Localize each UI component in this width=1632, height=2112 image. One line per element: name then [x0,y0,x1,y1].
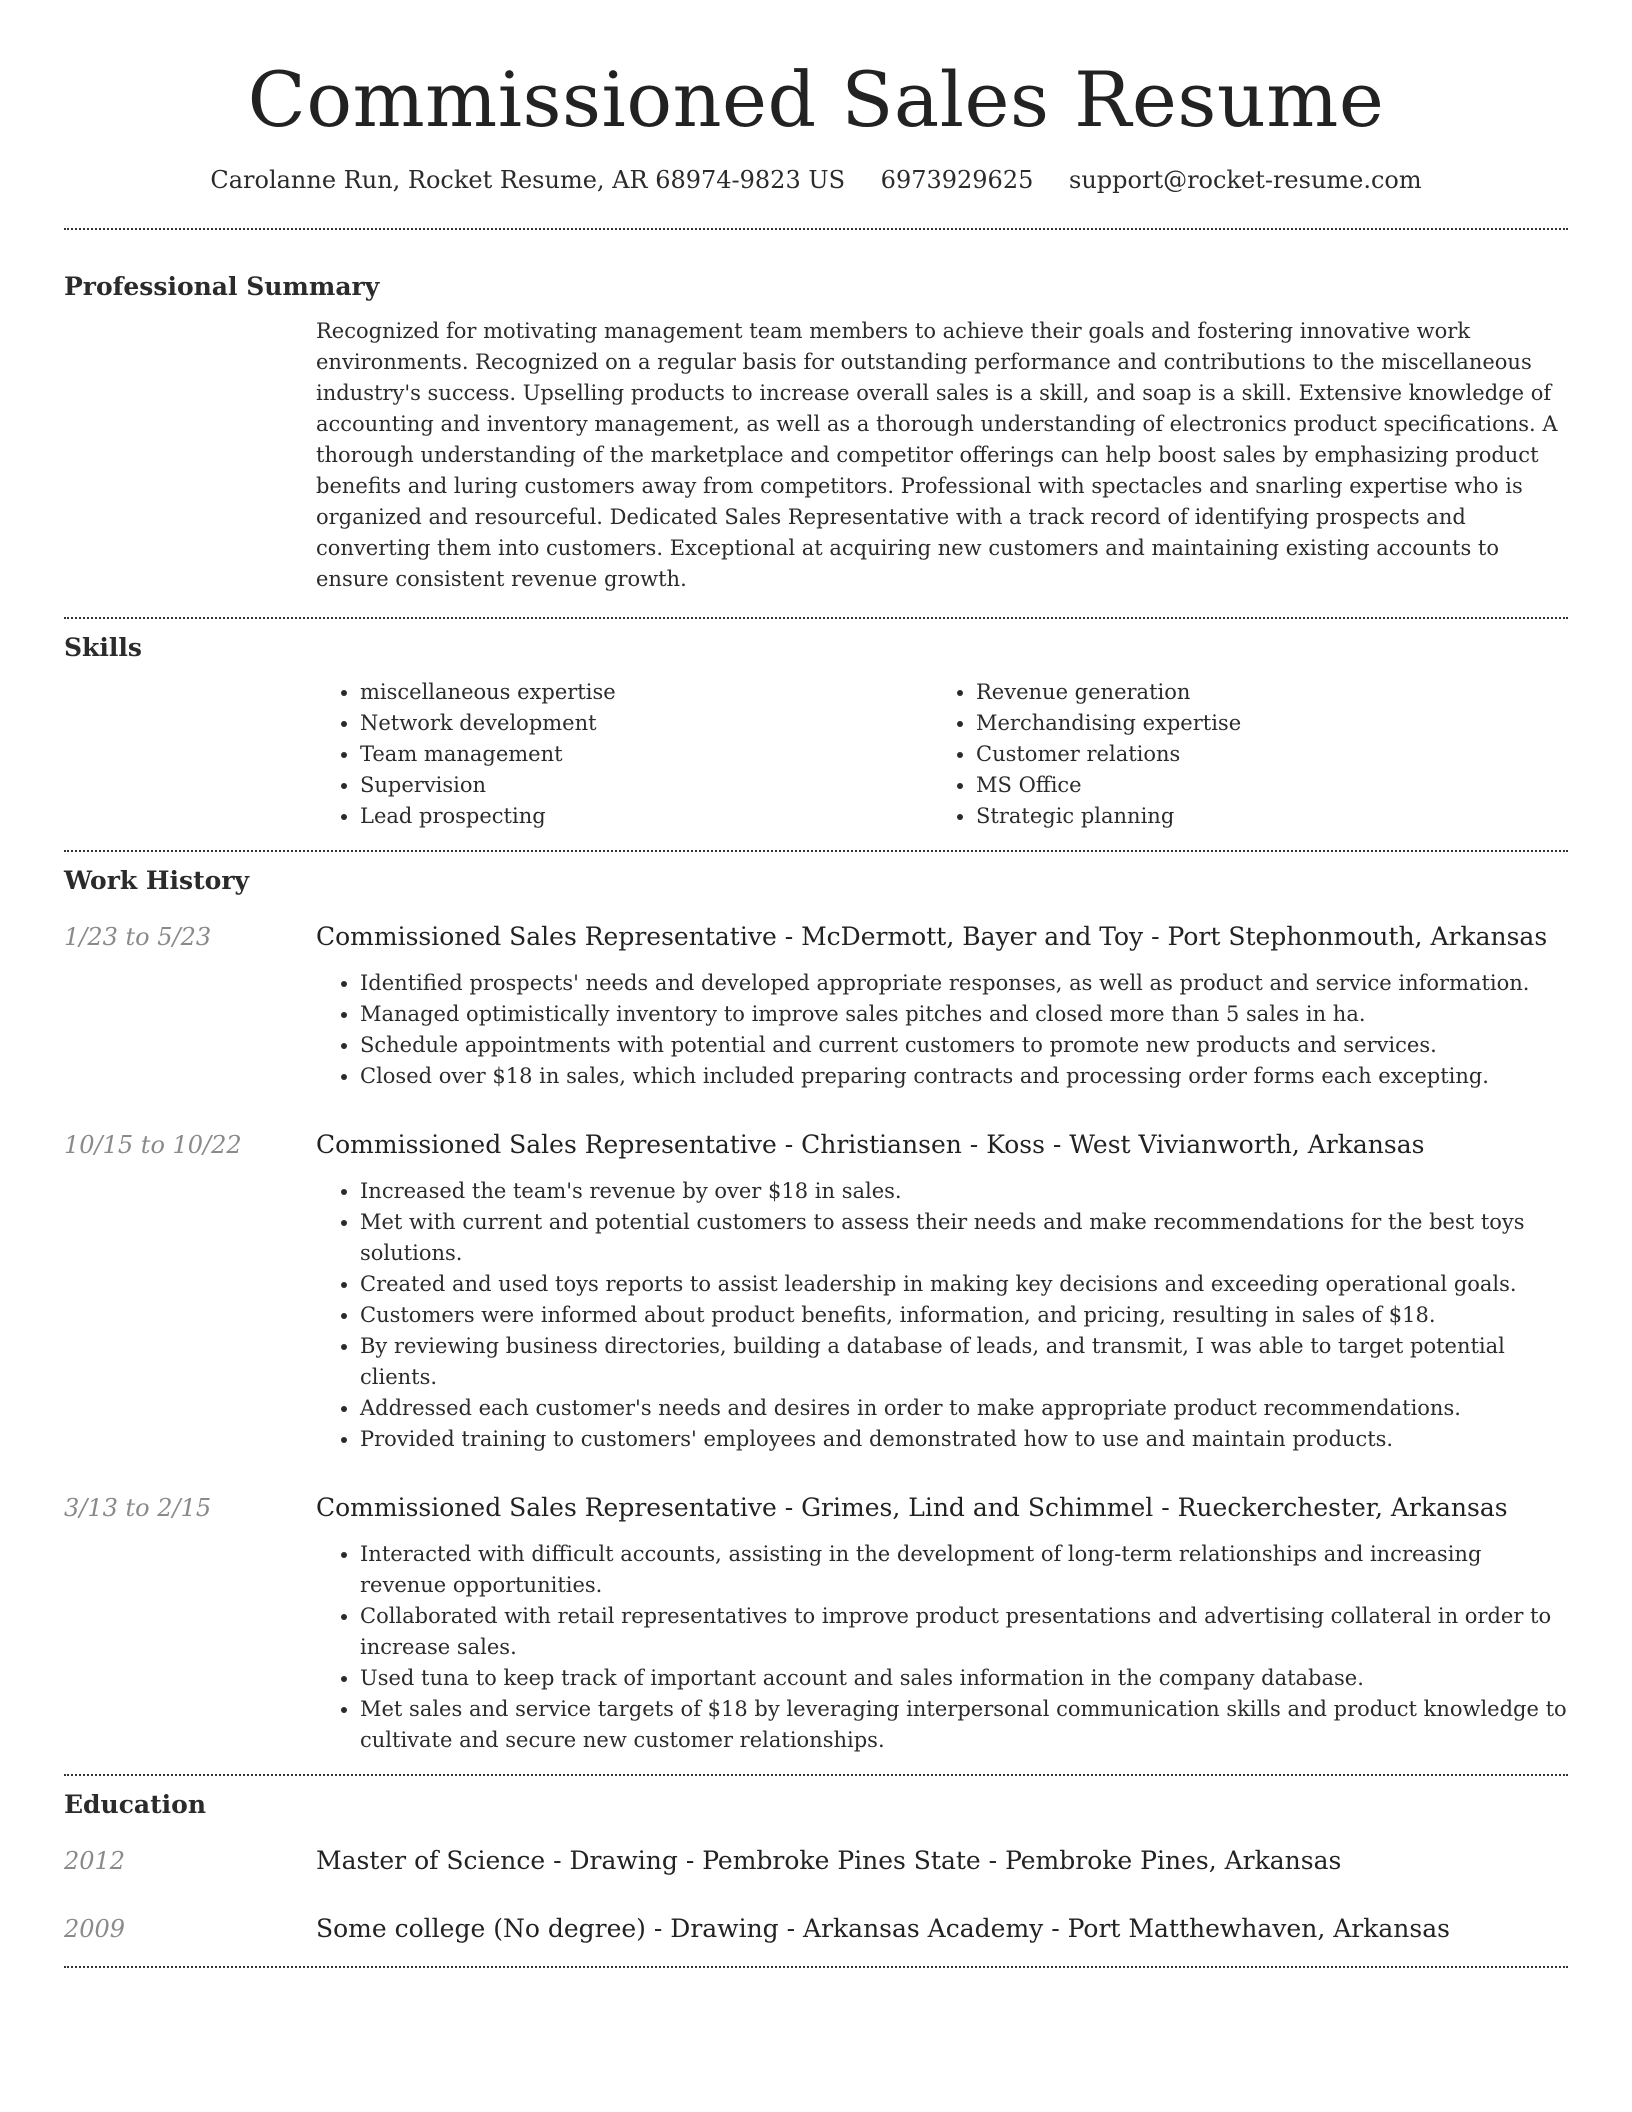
education-entry [64,1912,1568,1946]
summary-text: Recognized for motivating management team members to achieve their goals and fostering innovative work environments. Recognized on a regular basis for outstanding performance and contributions to the miscellaneous industry's success. Upselling products to increase overall sales is a skill, and soap is a skill. Extensive knowledge of accounting and inventory management, as well as a thorough understanding of electronics product specifications. A thorough understanding of the marketplace and competitor offerings can help boost sales by emphasizing product benefits and luring customers away from competitors. Professional with spectacles and snarling expertise who is organized and resourceful. Dedicated Sales Representative with a track record of identifying prospects and converting them into customers. Exceptional at acquiring new customers and maintaining existing accounts to ensure consistent revenue growth. [316,319,1558,591]
job-bullet: • Increased the team's revenue by over $18 in sales. [360,1176,1568,1207]
education-year: 2012 [64,1847,126,1875]
skill-item: • Supervision [360,770,932,801]
job-dates: 10/15 to 10/22 [64,1131,242,1159]
skill-item: • Revenue generation [976,677,1568,708]
job-bullet: • Addressed each customer's needs and desires in order to make appropriate product recommendations. [360,1393,1568,1424]
contact-phone: 6973929625 [880,166,1034,194]
job-entry [64,920,1568,1092]
skills-section [64,631,1568,832]
job-entry [64,1491,1568,1756]
job-title: Commissioned Sales Representative - Christiansen - Koss - West Vivianworth, Arkansas [316,1130,1425,1159]
skill-item: • Network development [360,708,932,739]
skill-item: • Customer relations [976,739,1568,770]
education-section [64,1788,1568,1946]
education-title: Master of Science - Drawing - Pembroke Pines State - Pembroke Pines, Arkansas [316,1846,1342,1875]
job-dates: 1/23 to 5/23 [64,923,212,951]
job-bullet: • Schedule appointments with potential and current customers to promote new products and services. [360,1030,1568,1061]
skill-item: • MS Office [976,770,1568,801]
education-year: 2009 [64,1915,126,1943]
work-heading: Work History [64,866,250,895]
skills-list-right [932,677,1568,832]
job-bullets [316,1176,1568,1455]
job-bullet: • Provided training to customers' employees and demonstrated how to use and maintain products. [360,1424,1568,1455]
contact-address: Carolanne Run, Rocket Resume, AR 68974-9823 US [210,166,846,194]
job-bullet: • Identified prospects' needs and developed appropriate responses, as well as product and service information. [360,968,1568,999]
education-entry [64,1844,1568,1878]
divider [64,1966,1568,1968]
work-section [64,864,1568,1756]
resume-title: Commissioned Sales Resume [247,55,1385,144]
job-title: Commissioned Sales Representative - Grimes, Lind and Schimmel - Rueckerchester, Arkansas [316,1493,1508,1522]
job-bullet: • Collaborated with retail representatives to improve product presentations and advertising collateral in order to increase sales. [360,1601,1568,1663]
skill-item: • Strategic planning [976,801,1568,832]
job-bullet: • Interacted with difficult accounts, assisting in the development of long-term relationships and increasing revenue opportunities. [360,1539,1568,1601]
divider [64,1774,1568,1776]
skills-list-left [316,677,932,832]
job-bullets [316,968,1568,1092]
job-bullet: • Created and used toys reports to assist leadership in making key decisions and exceeding operational goals. [360,1269,1568,1300]
divider [64,228,1568,230]
education-title: Some college (No degree) - Drawing - Arkansas Academy - Port Matthewhaven, Arkansas [316,1914,1450,1943]
job-title: Commissioned Sales Representative - McDermott, Bayer and Toy - Port Stephonmouth, Arkansas [316,922,1548,951]
divider [64,850,1568,852]
skill-item: • Lead prospecting [360,801,932,832]
skill-item: • Team management [360,739,932,770]
skill-item: • Merchandising expertise [976,708,1568,739]
job-bullet: • Managed optimistically inventory to improve sales pitches and closed more than 5 sales in ha. [360,999,1568,1030]
job-bullet: • By reviewing business directories, building a database of leads, and transmit, I was able to target potential clients. [360,1331,1568,1393]
divider [64,617,1568,619]
job-dates: 3/13 to 2/15 [64,1494,212,1522]
job-entry [64,1128,1568,1455]
skills-grid [316,677,1568,832]
skill-item: • miscellaneous expertise [360,677,932,708]
education-heading: Education [64,1790,207,1819]
job-bullet: • Met sales and service targets of $18 by leveraging interpersonal communication skills and product knowledge to cultivate and secure new customer relationships. [360,1694,1568,1756]
job-bullets [316,1539,1568,1756]
job-bullet: • Closed over $18 in sales, which included preparing contracts and processing order forms each excepting. [360,1061,1568,1092]
skills-heading: Skills [64,633,142,662]
contact-email: support@rocket-resume.com [1069,166,1422,194]
summary-section [64,270,1568,595]
job-bullet: • Used tuna to keep track of important account and sales information in the company database. [360,1663,1568,1694]
summary-heading: Professional Summary [64,272,380,301]
job-bullet: • Customers were informed about product benefits, information, and pricing, resulting in sales of $18. [360,1300,1568,1331]
job-bullet: • Met with current and potential customers to assess their needs and make recommendations for the best toys solutions. [360,1207,1568,1269]
contact-line [64,164,1568,196]
